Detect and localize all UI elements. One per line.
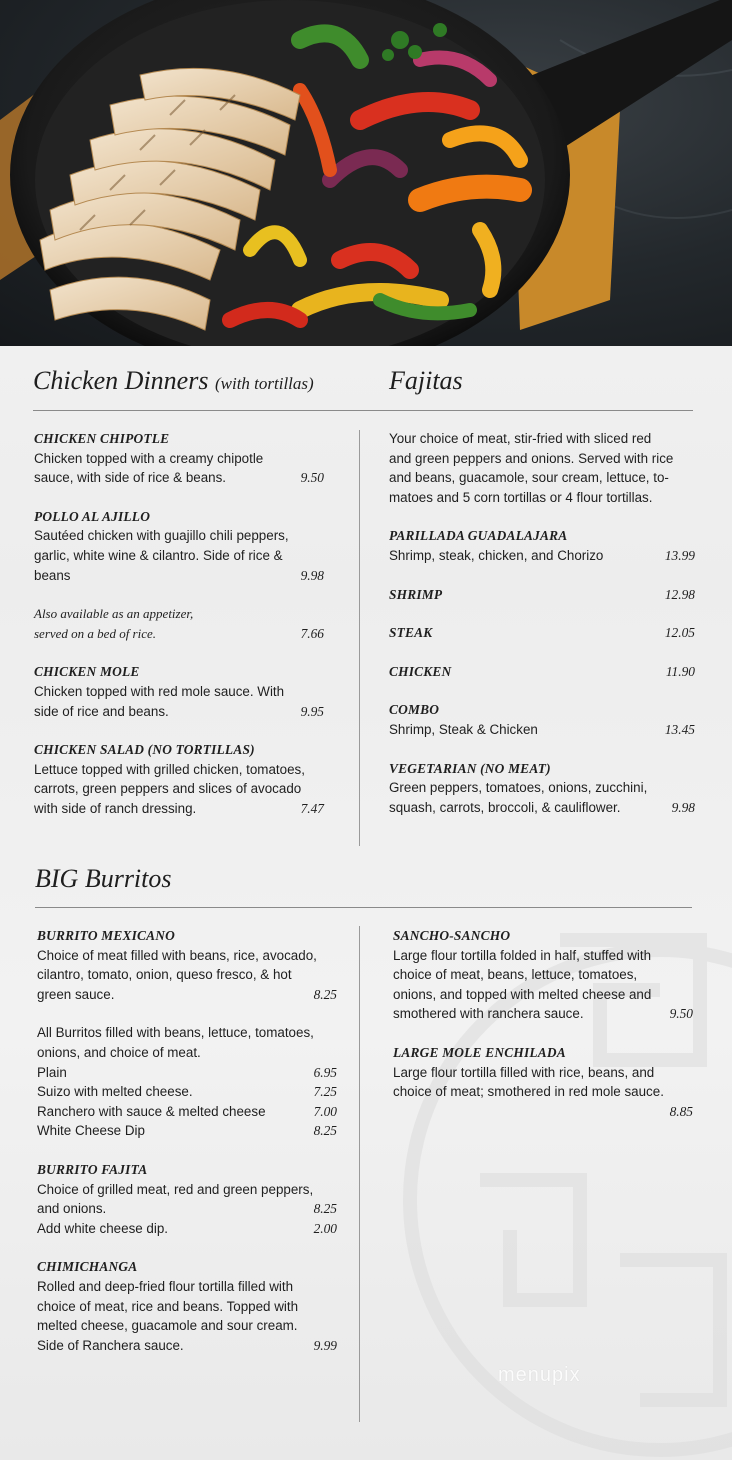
menu-item — [389, 700, 695, 739]
item-description: All Burritos filled with beans, lettuce, tomatoes, — [37, 1025, 314, 1041]
fajita-skillet-illustration — [0, 0, 732, 346]
item-description: garlic, white wine & cilantro. Side of rice & — [34, 547, 283, 563]
item-name: CHICKEN CHIPOTLE — [34, 431, 170, 446]
item-price: 6.95 — [313, 1064, 337, 1080]
item-name: SANCHO-SANCHO — [393, 928, 511, 943]
item-description: Sautéed chicken with guajillo chili peppers, — [34, 528, 289, 544]
item-description: Shrimp, Steak & Chicken 13.45 — [389, 720, 695, 740]
intro-text: and beans, guacamole, sour cream, lettuce, to- — [389, 470, 669, 486]
option-row: White Cheese Dip 8.25 — [37, 1121, 337, 1141]
item-description: squash, carrots, broccoli, & cauliflower. 9.98 — [389, 798, 695, 818]
item-description: and onions. 8.25 — [37, 1199, 337, 1219]
item-price: 8.25 — [313, 1201, 337, 1217]
menu-item — [389, 759, 695, 818]
item-description: sauce, with side of rice & beans. 9.50 — [34, 468, 324, 488]
item-description: carrots, green peppers and slices of avocado — [34, 781, 302, 797]
item-description: Lettuce topped with grilled chicken, tomatoes, — [34, 761, 305, 777]
item-name: CHICKEN SALAD (NO TORTILLAS) — [34, 742, 255, 758]
chicken-dinners-list — [34, 429, 324, 838]
column-divider-bottom — [359, 926, 360, 1422]
item-name: PARILLADA GUADALAJARA — [389, 528, 568, 544]
option-row: Plain 6.95 — [37, 1063, 337, 1083]
item-price: 7.66 — [300, 625, 324, 641]
item-price: 9.95 — [300, 703, 324, 719]
item-description: side of rice and beans. 9.95 — [34, 702, 324, 722]
item-description: smothered with ranchera sauce. 9.50 — [393, 1004, 693, 1024]
chicken-dinners-heading: Chicken Dinners (with tortillas) — [33, 366, 314, 395]
item-description: with side of ranch dressing. 7.47 — [34, 799, 324, 819]
fajitas-list — [389, 429, 695, 836]
item-description: melted cheese, guacamole and sour cream. — [37, 1318, 298, 1334]
item-description: Shrimp, steak, chicken, and Chorizo 13.99 — [389, 546, 695, 566]
item-description: onions, and choice of meat. — [37, 1044, 201, 1060]
item-name: BURRITO MEXICANO — [37, 928, 176, 943]
item-description: Choice of meat filled with beans, rice, avocado, — [37, 947, 317, 963]
item-price: 13.99 — [664, 547, 695, 563]
fajitas-intro — [389, 429, 695, 507]
menupix-watermark: menupix — [498, 1364, 581, 1386]
hero-photo — [0, 0, 732, 346]
menu-item — [37, 1160, 337, 1238]
burritos-right-list — [393, 926, 693, 1140]
menu-item — [37, 926, 337, 1004]
item-description: green sauce. 8.25 — [37, 985, 337, 1005]
item-name: CHICKEN MOLE — [34, 664, 140, 680]
item-description: choice of meat, rice and beans. Topped with — [37, 1298, 299, 1314]
item-description: Large flour tortilla filled with rice, beans, and — [393, 1064, 655, 1080]
item-price: 7.25 — [313, 1084, 337, 1100]
note-text: served on a bed of rice. 7.66 — [34, 624, 324, 644]
item-description: choice of meat, beans, lettuce, tomatoes, — [393, 967, 638, 983]
item-price: 9.50 — [669, 1006, 693, 1022]
item-name: BURRITO FAJITA — [37, 1161, 148, 1177]
item-name: POLLO AL AJILLO — [34, 508, 151, 524]
note-text: Also available as an appetizer, — [34, 606, 194, 622]
item-name: VEGETARIAN (NO MEAT) — [389, 760, 551, 776]
menu-item — [389, 585, 695, 605]
menu-item — [393, 926, 693, 1024]
menu-item — [34, 740, 324, 818]
item-name: CHICKEN — [389, 663, 452, 679]
item-price: 8.85 — [669, 1103, 693, 1119]
item-name: STEAK — [389, 625, 433, 641]
menu-item — [389, 526, 695, 565]
item-name-row — [389, 585, 695, 605]
item-price: 13.45 — [664, 721, 695, 737]
item-price: 7.47 — [300, 800, 324, 816]
addon-row: Add white cheese dip. 2.00 — [37, 1219, 337, 1239]
chicken-dinners-rule — [33, 410, 693, 411]
column-divider-top — [359, 430, 360, 846]
menu-item — [393, 1043, 693, 1121]
burritos-rule — [35, 907, 692, 908]
item-price: 12.05 — [664, 625, 695, 641]
item-name: CHIMICHANGA — [37, 1259, 138, 1275]
item-price: 12.98 — [664, 586, 695, 602]
appetizer-note — [34, 604, 324, 643]
burritos-left-list — [37, 926, 337, 1374]
item-description: Green peppers, tomatoes, onions, zucchini, — [389, 780, 648, 796]
item-name-row — [389, 662, 695, 682]
intro-text: matoes and 5 corn tortillas or 4 flour tortillas. — [389, 489, 653, 505]
menu-item — [389, 623, 695, 643]
menu-item — [389, 662, 695, 682]
burritos-heading: BIG Burritos — [35, 864, 172, 893]
item-name: SHRIMP — [389, 586, 443, 602]
item-price: 11.90 — [665, 663, 695, 679]
item-name-row — [389, 623, 695, 643]
item-price: 2.00 — [313, 1220, 337, 1236]
fajitas-heading: Fajitas — [389, 366, 463, 395]
item-description: cilantro, tomato, onion, queso fresco, & hot — [37, 967, 292, 983]
menu-item — [37, 1257, 337, 1355]
item-description: Large flour tortilla folded in half, stuffed with — [393, 947, 652, 963]
item-name: COMBO — [389, 702, 440, 718]
item-price: 9.98 — [300, 567, 324, 583]
item-description: Rolled and deep-fried flour tortilla filled with — [37, 1278, 294, 1294]
item-name: LARGE MOLE ENCHILADA — [393, 1044, 566, 1060]
item-description: beans 9.98 — [34, 566, 324, 586]
item-description: onions, and topped with melted cheese and — [393, 986, 652, 1002]
item-price: 9.99 — [313, 1337, 337, 1353]
item-description: Choice of grilled meat, red and green peppers, — [37, 1181, 314, 1197]
item-description: Chicken topped with a creamy chipotle — [34, 450, 264, 466]
item-description: Side of Ranchera sauce. 9.99 — [37, 1336, 337, 1356]
item-price: 8.25 — [313, 1123, 337, 1139]
option-row: Suizo with melted cheese. 7.25 — [37, 1082, 337, 1102]
price-row — [393, 1102, 693, 1122]
item-price: 7.00 — [313, 1103, 337, 1119]
item-description: choice of meat; smothered in red mole sauce. — [393, 1084, 664, 1100]
menu-item — [34, 507, 324, 585]
item-price: 8.25 — [313, 986, 337, 1002]
all-burritos-block — [37, 1023, 337, 1141]
item-description: Chicken topped with red mole sauce. With — [34, 683, 285, 699]
item-price: 9.50 — [300, 470, 324, 486]
menu-item — [34, 429, 324, 488]
item-price: 9.98 — [671, 799, 695, 815]
intro-text: Your choice of meat, stir-fried with sliced red — [389, 431, 652, 446]
intro-text: and green peppers and onions. Served with rice — [389, 450, 674, 466]
option-row: Ranchero with sauce & melted cheese 7.00 — [37, 1102, 337, 1122]
menu-item — [34, 662, 324, 721]
